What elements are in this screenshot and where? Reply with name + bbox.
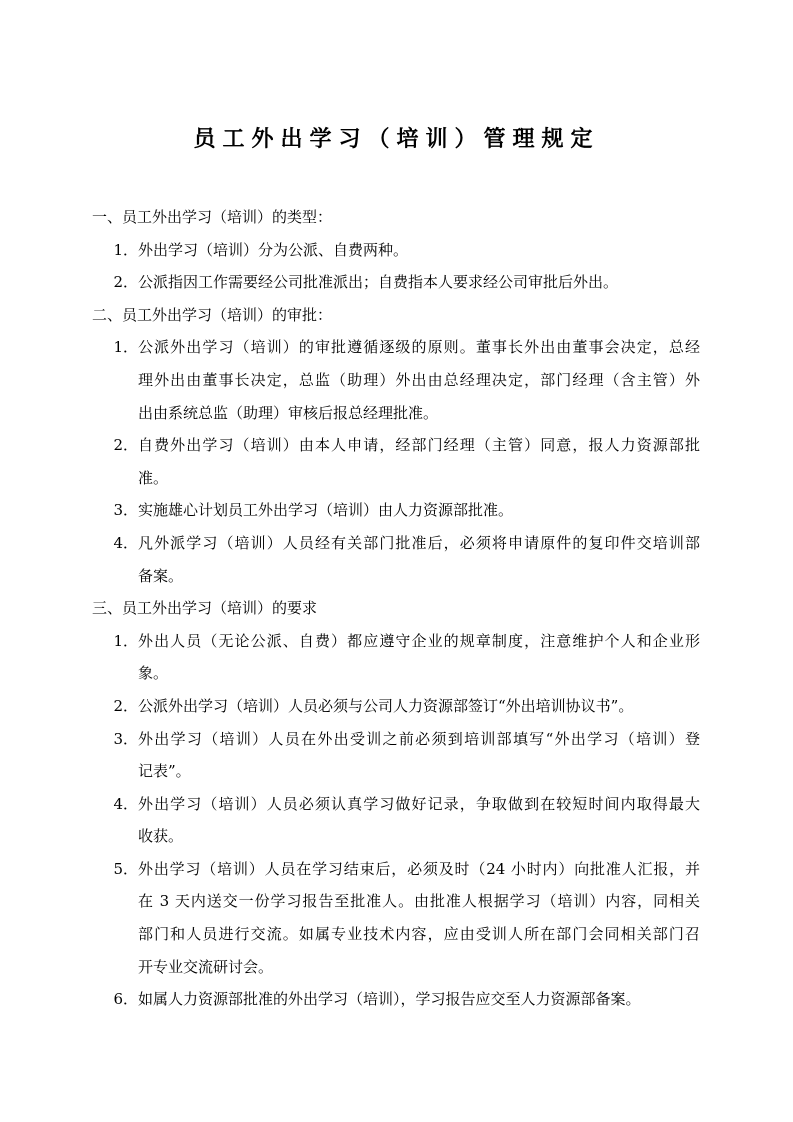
- document-title: 员工外出学习（培训）管理规定: [193, 127, 600, 152]
- item-text: 凡外派学习（培训）人员经有关部门批准后，必须将申请原件的复印件交培训部: [138, 533, 700, 552]
- item-text: 外出学习（培训）人员必须认真学习做好记录，争取做到在较短时间内取得最大: [138, 794, 700, 813]
- item-number: 4．: [113, 794, 138, 813]
- item-number: [92, 921, 138, 954]
- item-number: 2．: [113, 696, 138, 715]
- section-heading: 一、员工外出学习（培训）的类型：: [92, 208, 333, 226]
- item-number: [92, 367, 138, 400]
- item-line: [92, 888, 702, 921]
- section: [92, 204, 702, 302]
- item-line: [92, 334, 702, 367]
- item-text: 外出学习（培训）人员在学习结束后，必须及时（24 小时内）向批准人汇报，并: [138, 859, 700, 878]
- item-text: 出由系统总监（助理）审核后报总经理批准。: [138, 403, 439, 422]
- item-line: [92, 693, 702, 726]
- item-line: [92, 954, 702, 987]
- item-line: [92, 400, 702, 433]
- item-number: [92, 400, 138, 433]
- item-number: [92, 465, 138, 498]
- item-number: 6．: [113, 990, 138, 1009]
- item-number: [92, 660, 138, 693]
- item-text: 象。: [138, 664, 169, 683]
- item-line: [92, 660, 702, 693]
- item-line: [92, 563, 702, 596]
- item-line: [92, 856, 702, 889]
- item-line: [92, 237, 702, 270]
- item-number: [92, 888, 138, 921]
- item-text: 实施雄心计划员工外出学习（培训）由人力资源部批准。: [138, 501, 514, 520]
- item-number: 5．: [113, 859, 138, 878]
- item-line: [92, 530, 702, 563]
- item-line: [92, 758, 702, 791]
- item-number: 4．: [113, 533, 138, 552]
- item-text: 公派外出学习（培训）人员必须与公司人力资源部签订“外出培训协议书”。: [138, 696, 634, 715]
- item-number: 1．: [113, 338, 138, 357]
- item-number: [92, 563, 138, 596]
- item-line: [92, 465, 702, 498]
- item-text: 部门和人员进行交流。如属专业技术内容，应由受训人所在部门会同相关部门召: [138, 925, 700, 944]
- list-item: [92, 334, 702, 432]
- item-text: 开专业交流研讨会。: [138, 957, 274, 976]
- item-text: 外出学习（培训）分为公派、自费两种。: [138, 240, 409, 259]
- list-item: [92, 269, 702, 302]
- section-heading: 二、员工外出学习（培训）的审批：: [92, 305, 333, 324]
- item-number: 3．: [113, 729, 138, 748]
- list-item: [92, 726, 702, 791]
- item-number: 2．: [113, 273, 138, 292]
- item-number: [92, 823, 138, 856]
- item-text: 如属人力资源部批准的外出学习（培训），学习报告应交至人力资源部备案。: [138, 990, 641, 1009]
- list-item: [92, 856, 702, 986]
- item-number: 1．: [113, 631, 138, 650]
- item-line: [92, 269, 702, 302]
- item-line: [92, 823, 702, 856]
- item-line: [92, 791, 702, 824]
- item-text: 在 3 天内送交一份学习报告至批准人。由批准人根据学习（培训）内容，同相关: [138, 892, 700, 911]
- item-line: [92, 986, 702, 1019]
- list-item: [92, 530, 702, 595]
- item-number: [92, 758, 138, 791]
- list-item: [92, 986, 702, 1019]
- document-body: [92, 204, 702, 1019]
- list-item: [92, 432, 702, 497]
- item-line: [92, 497, 702, 530]
- list-item: [92, 628, 702, 693]
- item-text: 自费外出学习（培训）由本人申请，经部门经理（主管）同意，报人力资源部批: [138, 436, 700, 455]
- section-heading: 三、员工外出学习（培训）的要求: [92, 599, 318, 618]
- item-text: 公派指因工作需要经公司批准派出；自费指本人要求经公司审批后外出。: [138, 273, 619, 292]
- item-text: 外出人员（无论公派、自费）都应遵守企业的规章制度，注意维护个人和企业形: [138, 631, 700, 650]
- item-line: [92, 726, 702, 759]
- item-number: 1．: [113, 240, 138, 259]
- list-item: [92, 791, 702, 856]
- item-text: 理外出由董事长决定，总监（助理）外出由总经理决定，部门经理（含主管）外: [138, 370, 700, 389]
- list-item: [92, 693, 702, 726]
- item-text: 准。: [138, 468, 169, 487]
- item-line: [92, 432, 702, 465]
- section: [92, 595, 702, 1019]
- item-number: 2．: [113, 436, 138, 455]
- section: [92, 302, 702, 595]
- list-item: [92, 497, 702, 530]
- item-text: 收获。: [138, 827, 184, 846]
- item-text: 外出学习（培训）人员在外出受训之前必须到培训部填写“外出学习（培训）登: [138, 729, 700, 748]
- item-number: [92, 954, 138, 987]
- item-number: 3．: [113, 501, 138, 520]
- item-text: 公派外出学习（培训）的审批遵循逐级的原则。董事长外出由董事会决定，总经: [138, 338, 700, 357]
- list-item: [92, 237, 702, 270]
- item-line: [92, 367, 702, 400]
- item-text: 备案。: [138, 566, 184, 585]
- item-line: [92, 628, 702, 661]
- item-text: 记表”。: [138, 762, 191, 781]
- item-line: [92, 921, 702, 954]
